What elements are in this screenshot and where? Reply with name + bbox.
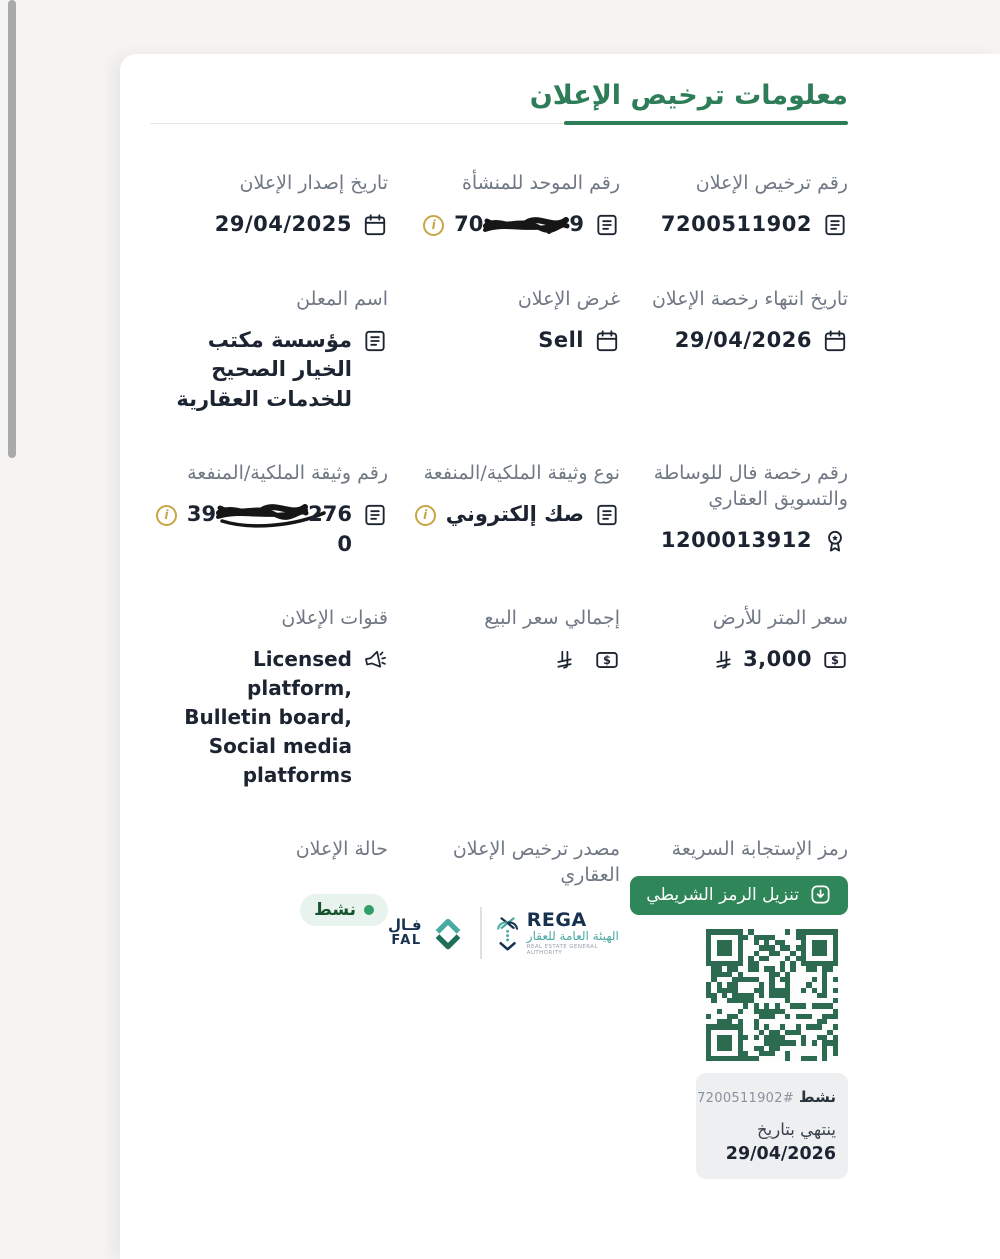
qr-expiry-date: 29/04/2026: [725, 1144, 836, 1165]
calendar-icon: [594, 328, 620, 354]
rega-subtitle: REAL ESTATE GENERAL AUTHORITY: [526, 943, 598, 956]
field-label: تاريخ إصدار الإعلان: [239, 172, 388, 194]
redaction-scribble: [216, 500, 308, 526]
qr-reference: # 7200511902: [697, 1091, 795, 1107]
field-ad-channels: [148, 605, 388, 790]
calendar-icon: [362, 212, 388, 238]
field-value: 1200013912: [660, 528, 812, 553]
fal-name-en: FAL: [391, 932, 422, 948]
field-label: رقم الموحد للمنشأة: [461, 172, 620, 194]
saudi-riyal-icon: [555, 649, 574, 672]
field-ownership-doc-number: [148, 460, 388, 559]
download-barcode-button[interactable]: [630, 876, 848, 915]
fal-diamond-icon: [427, 912, 469, 954]
license-source-section: [388, 836, 620, 1179]
status-label: حالة الإعلان: [295, 838, 388, 861]
calendar-icon: [822, 328, 848, 354]
field-advertiser-name: [148, 286, 388, 414]
field-value: 29/04/2025: [214, 212, 352, 237]
saudi-riyal-icon: [714, 649, 733, 672]
field-ad-license-number: [620, 170, 848, 240]
qr-section: [620, 836, 848, 1179]
field-value-line2: 0: [337, 531, 352, 556]
authority-logos: [388, 907, 620, 959]
field-value: Licensed platform, Bulletin board, Social media platforms: [184, 647, 352, 788]
field-value: Sell: [538, 327, 584, 352]
badge-icon: [822, 528, 848, 554]
fields-grid: [150, 170, 848, 1179]
field-label: تاريخ انتهاء رخصة الإعلان: [651, 287, 848, 310]
field-value: 7200511902: [660, 212, 812, 237]
field-label: سعر المتر للأرض: [712, 607, 848, 629]
status-dot-icon: [364, 905, 374, 915]
fal-logo: [388, 912, 469, 954]
title-divider: [150, 123, 848, 124]
qr-status: نشط: [799, 1088, 836, 1107]
qr-expiry-label: ينتهي بتاريخ: [757, 1120, 836, 1140]
svg-text:$: $: [603, 653, 611, 668]
rega-name-en: REGA: [526, 908, 587, 931]
field-ad-license-expiry-date: [620, 286, 848, 414]
money-icon: [822, 647, 848, 673]
qr-label: رمز الإستجابة السريعة: [671, 838, 848, 861]
qr-code: [706, 929, 838, 1061]
download-icon: [809, 883, 832, 906]
qr-box: [696, 929, 848, 1179]
source-label: مصدر ترخيص الإعلان العقاري: [452, 838, 620, 887]
field-value: صك إلكتروني: [445, 502, 584, 527]
field-total-sale-price: [388, 605, 620, 790]
field-label: اسم المعلن: [296, 287, 388, 310]
field-ad-issue-date: [148, 170, 388, 240]
document-icon: [822, 212, 848, 238]
field-value: 29/04/2026: [674, 327, 812, 352]
field-label: رقم وثيقة الملكية/المنفعة: [187, 462, 388, 484]
megaphone-icon: [360, 645, 391, 676]
svg-text:$: $: [831, 653, 839, 668]
ad-status-section: [148, 836, 388, 1179]
field-label: رقم ترخيص الإعلان: [695, 172, 848, 194]
download-button-label: تنزيل الرمز الشريطي: [646, 884, 799, 905]
info-icon[interactable]: i: [156, 505, 177, 526]
status-value: نشط: [314, 900, 356, 921]
page-scrollbar[interactable]: [8, 0, 16, 458]
field-fal-license-number: [620, 460, 848, 559]
field-value: 3,000: [743, 647, 812, 672]
field-ownership-doc-type: [388, 460, 620, 559]
field-value: مؤسسة مكتب الخيار الصحيح للخدمات العقارية: [176, 327, 352, 411]
info-icon[interactable]: i: [415, 505, 436, 526]
page-title: معلومات ترخيص الإعلان: [529, 80, 848, 111]
document-icon: [362, 328, 388, 354]
field-ad-purpose: [388, 286, 620, 414]
logo-divider: [480, 907, 482, 959]
fal-name-ar: فـال: [388, 915, 422, 934]
field-label: قنوات الإعلان: [281, 607, 388, 629]
status-badge: [300, 894, 388, 926]
field-unified-establishment-number: [388, 170, 620, 240]
field-label: نوع وثيقة الملكية/المنفعة: [423, 462, 620, 484]
money-icon: [594, 647, 620, 673]
field-label: رقم رخصة فال للوساطة والتسويق العقاري: [653, 462, 848, 511]
info-icon[interactable]: i: [423, 215, 444, 236]
field-value-redacted: 39 276 0: [187, 500, 352, 559]
field-value-redacted: 70 9: [454, 212, 584, 237]
rega-name-ar: الهيئة العامة للعقار: [526, 929, 619, 944]
document-icon: [594, 212, 620, 238]
license-info-card: [120, 54, 1000, 1259]
field-label: إجمالي سعر البيع: [484, 607, 620, 629]
qr-info-card: [696, 1073, 848, 1179]
document-icon: [594, 502, 620, 528]
redaction-scribble: [483, 212, 569, 236]
document-icon: [362, 502, 388, 528]
rega-logo: [493, 910, 620, 956]
rega-palm-icon: [493, 912, 522, 954]
field-price-per-meter: [620, 605, 848, 790]
field-label: غرض الإعلان: [517, 287, 620, 310]
